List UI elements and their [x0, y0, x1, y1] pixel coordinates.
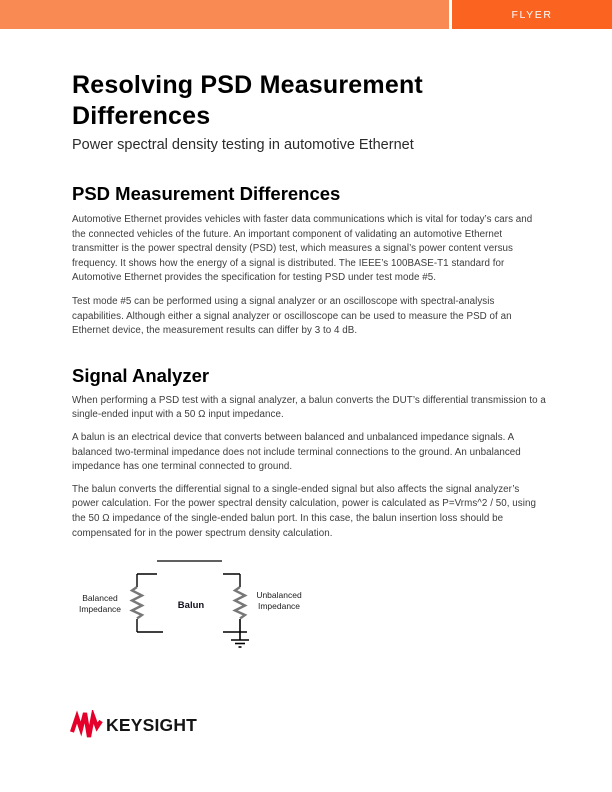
resistor-symbol-left: [132, 587, 142, 619]
section-heading-psd-differences: PSD Measurement Differences: [72, 183, 341, 204]
balun-label: Balun: [177, 600, 205, 612]
balun-circuit-diagram: [60, 553, 360, 658]
body-paragraph: A balun is an electrical device that converts between balanced and unbalanced impedance signals. A balanced two-terminal impedance does not include terminal connections to the ground. An unbalanced impedance has one terminal connected to ground.: [72, 431, 521, 473]
keysight-spark-icon: [70, 710, 104, 740]
body-paragraph: The balun converts the differential signal to a single-ended signal but also affects the signal analyzer’s power calculation. For the power spectral density calculation, power is calculated as P=Vrms^2 / 50, using the 50 Ω impedance of the single-ended balun port. In this case, the balun insertion loss should be compensated for in the power spectrum density calculation.: [72, 483, 536, 539]
body-paragraph: Test mode #5 can be performed using a signal analyzer or an oscilloscope with spectral-analysis capabilities. Although either a signal analyzer or oscilloscope can be used to measure the PSD of an Ethernet device, the measurement results can differ by 3 to 4 dB.: [72, 295, 512, 337]
section-heading-signal-analyzer: Signal Analyzer: [72, 364, 210, 386]
page-content: [72, 0, 546, 658]
page-title: Resolving PSD Measurement Differences: [72, 71, 423, 130]
body-paragraph: Automotive Ethernet provides vehicles with faster data communications which is vital for today’s cars and the connected vehicles of the future. An important component of validating an automotive Ethernet transmitter is the power spectral density (PSD) test, which measures a signal’s power content versus frequency. It shows how the energy of a signal is distributed. The IEEE’s 100BASE-T1 standard for Automotive Ethernet provides the specification for testing PSD under test mode #5.: [72, 214, 533, 284]
page-subtitle: Power spectral density testing in automotive Ethernet: [72, 137, 414, 153]
unbalanced-impedance-label: Unbalanced Impedance: [256, 590, 302, 612]
keysight-wordmark: KEYSIGHT: [106, 714, 198, 735]
balanced-impedance-label: Balanced Impedance: [78, 593, 122, 615]
keysight-logo: [70, 710, 197, 740]
resistor-symbol-right: [235, 587, 245, 619]
doc-type-badge: FLYER: [511, 8, 553, 21]
body-paragraph: When performing a PSD test with a signal analyzer, a balun converts the DUT’s differential transmission to a single-ended input with a 50 Ω input impedance.: [72, 394, 546, 421]
ground-symbol: [231, 640, 249, 647]
